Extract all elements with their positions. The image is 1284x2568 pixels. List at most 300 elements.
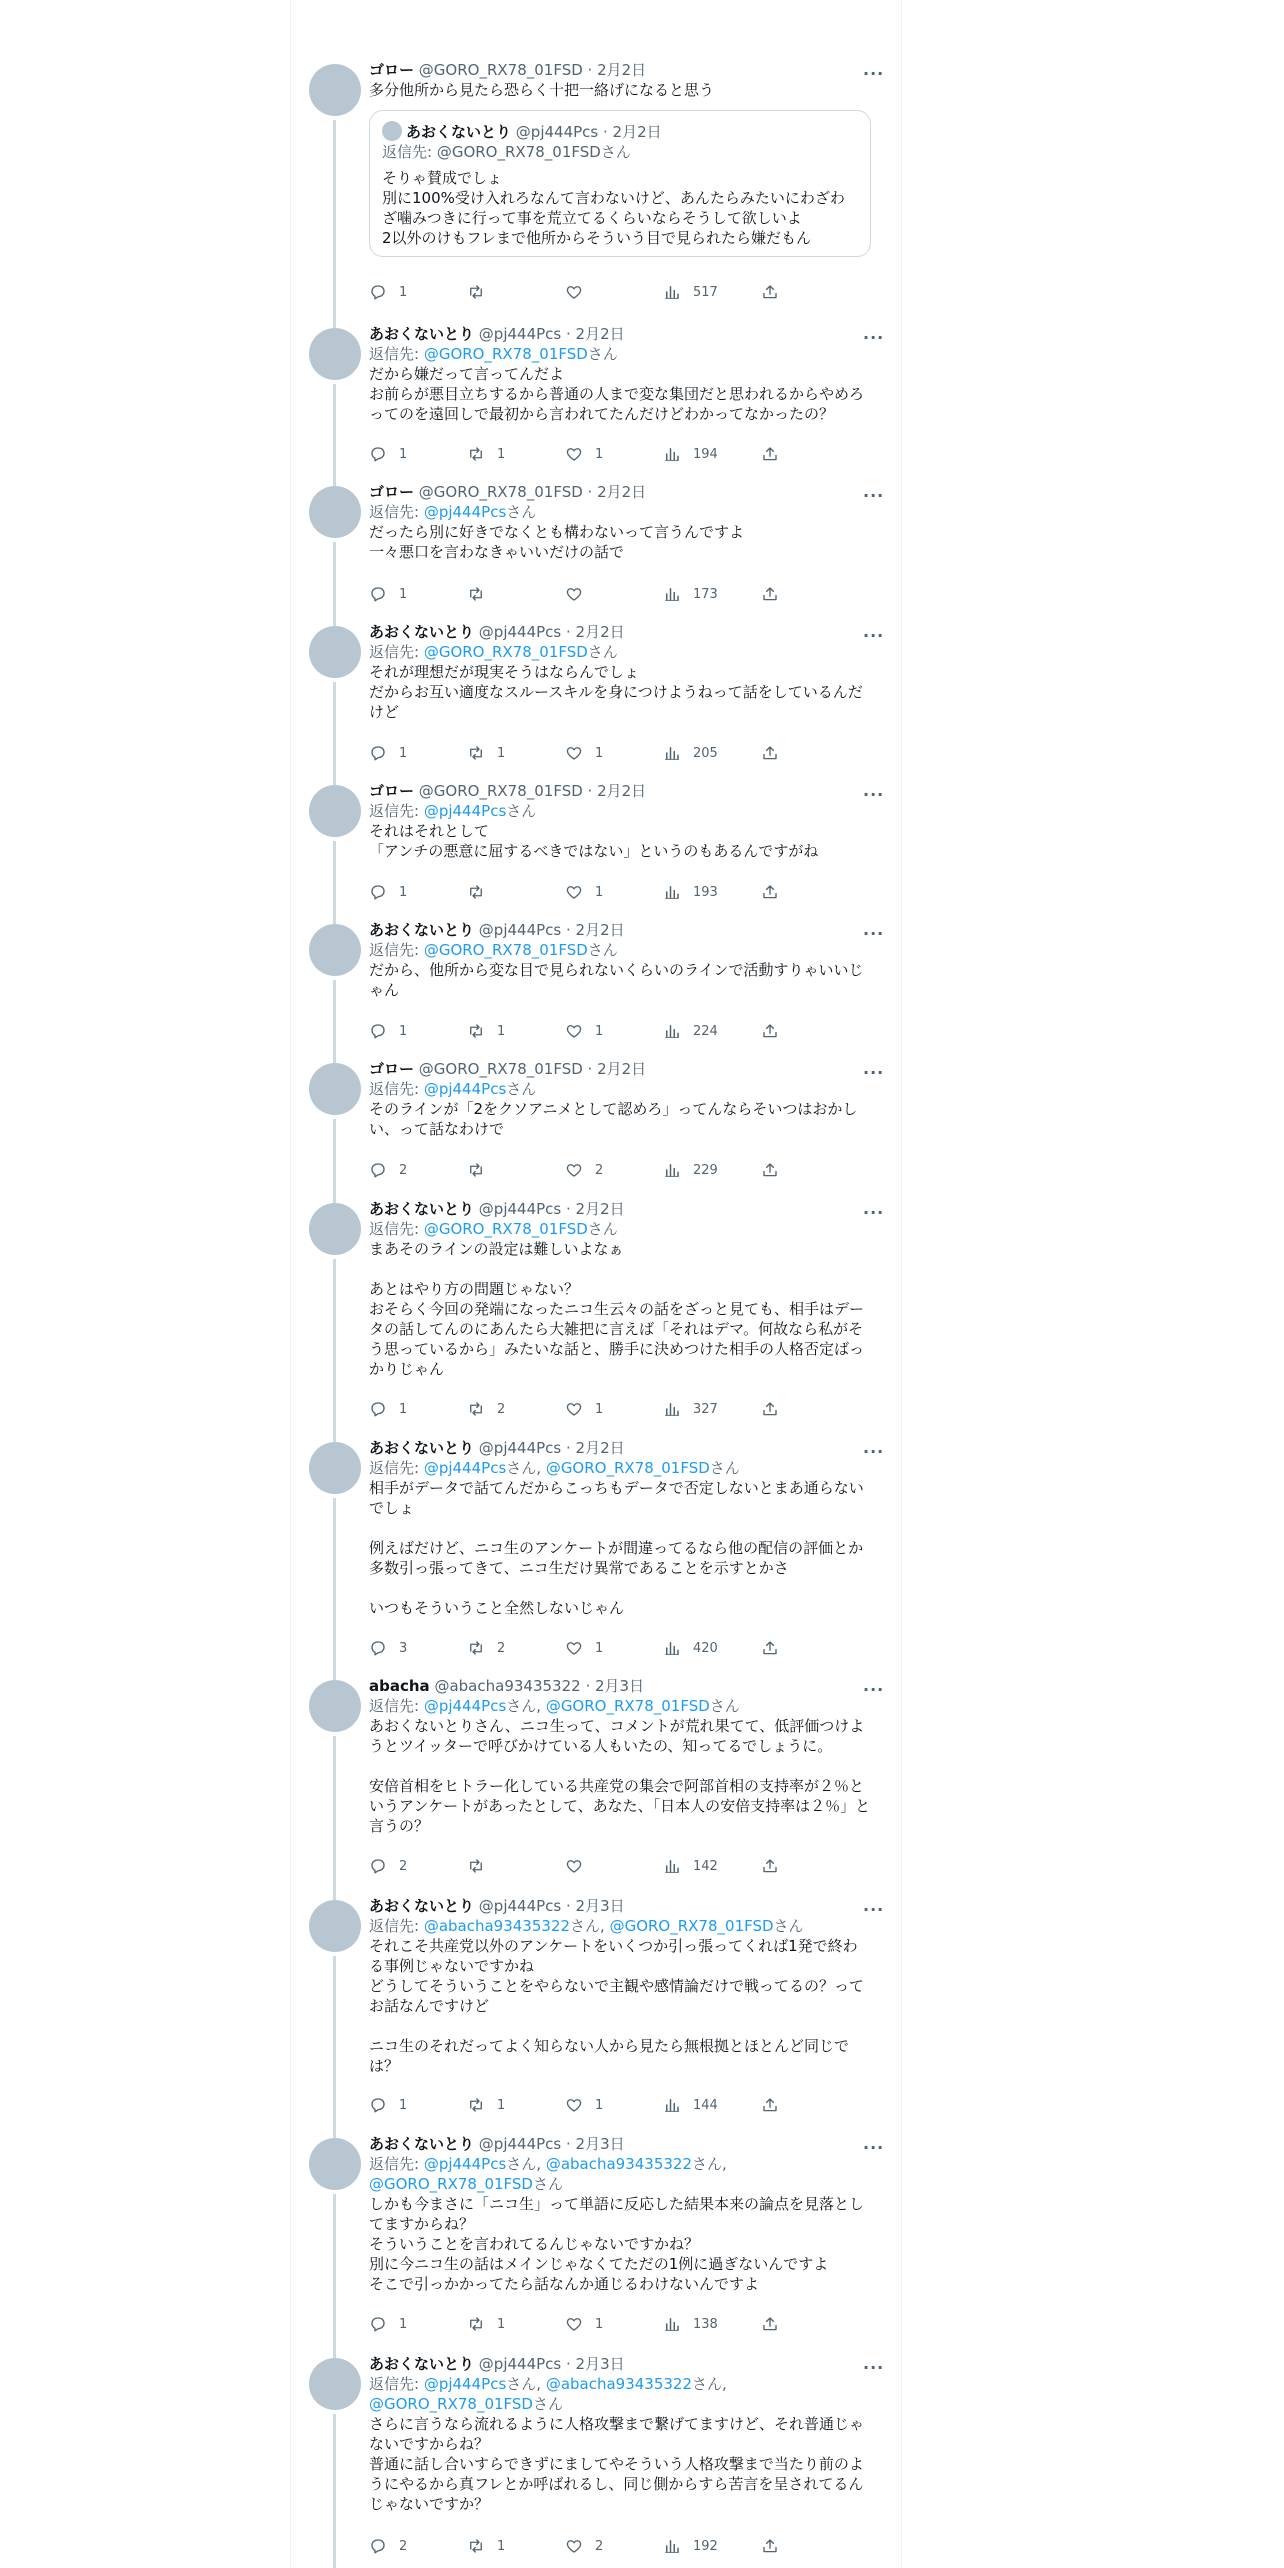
views-chart-icon — [663, 1400, 681, 1418]
views-button[interactable] — [663, 1399, 718, 1419]
thread-connector-line — [333, 980, 336, 1063]
tweet-action-bar — [369, 2314, 809, 2334]
display-name[interactable]: あおくないとり — [369, 1897, 475, 1915]
avatar[interactable] — [309, 785, 361, 837]
tweet-date[interactable]: 2月2日 — [575, 325, 625, 343]
display-name[interactable]: あおくないとり — [369, 921, 475, 939]
replying-to-suffix: さん — [773, 1917, 804, 1935]
replying-to-suffix: さん — [506, 1080, 537, 1098]
tweet-header — [369, 60, 871, 80]
retweet-button[interactable] — [467, 2314, 505, 2334]
replying-to-suffix: さん — [587, 1220, 618, 1238]
mention-text: @GORO_RX78_01FSD — [436, 143, 601, 161]
reply-icon — [369, 883, 387, 901]
tweet-article[interactable] — [291, 325, 901, 486]
separator-dot: · — [582, 61, 598, 79]
share-button[interactable] — [761, 1638, 779, 1658]
tweet-date[interactable]: 2月2日 — [575, 623, 625, 641]
tweet-article[interactable] — [291, 623, 901, 785]
mention-separator: さん, — [570, 1917, 610, 1935]
views-count: 517 — [693, 284, 718, 300]
mention-link[interactable]: @GORO_RX78_01FSD — [423, 941, 588, 959]
replying-to-label: 返信先: — [369, 2375, 424, 2393]
more-options-icon[interactable]: ··· — [863, 328, 885, 347]
tweet-action-bar — [369, 1856, 809, 1876]
tweet-header — [369, 622, 871, 642]
user-handle[interactable]: @GORO_RX78_01FSD — [418, 782, 583, 800]
mention-link[interactable]: @abacha93435322 — [545, 2375, 693, 2393]
thread-connector-line — [333, 2194, 336, 2358]
heart-icon — [565, 585, 583, 603]
likes-count: 1 — [595, 1640, 604, 1656]
retweets-count: 1 — [497, 446, 506, 462]
replies-count: 1 — [399, 284, 408, 300]
reply-button[interactable] — [369, 1399, 407, 1419]
views-button[interactable] — [663, 882, 718, 902]
reply-button[interactable] — [369, 1638, 407, 1658]
more-options-icon[interactable]: ··· — [863, 2138, 885, 2157]
share-icon — [761, 2315, 779, 2333]
retweet-button[interactable] — [467, 743, 505, 763]
reply-icon — [369, 1161, 387, 1179]
retweet-icon — [467, 1857, 485, 1875]
share-button[interactable] — [761, 444, 779, 464]
more-options-icon[interactable]: ··· — [863, 1203, 885, 1222]
tweet-header — [369, 324, 871, 344]
like-button[interactable] — [565, 743, 603, 763]
user-handle[interactable]: @pj444Pcs — [478, 2355, 562, 2373]
tweet-action-bar — [369, 2095, 809, 2115]
replies-count: 2 — [399, 2538, 408, 2554]
views-button[interactable] — [663, 2536, 718, 2556]
separator-dot: · — [598, 123, 613, 141]
tweet-action-bar — [369, 584, 809, 604]
like-button[interactable] — [565, 882, 603, 902]
more-options-icon[interactable]: ··· — [863, 924, 885, 943]
more-options-icon[interactable]: ··· — [863, 1063, 885, 1082]
quoted-replying-to-line — [382, 142, 858, 162]
tweet-date[interactable]: 2月2日 — [575, 1200, 625, 1218]
retweet-button[interactable] — [467, 282, 497, 302]
mention-link[interactable]: @GORO_RX78_01FSD — [369, 2395, 533, 2413]
views-count: 192 — [693, 2538, 718, 2554]
user-handle[interactable]: @pj444Pcs — [478, 921, 562, 939]
avatar[interactable] — [309, 1063, 361, 1115]
separator-dot: · — [582, 1060, 598, 1078]
share-button[interactable] — [761, 1160, 779, 1180]
mention-link[interactable]: @pj444Pcs — [423, 1697, 507, 1715]
replies-count: 1 — [399, 446, 408, 462]
replies-count: 1 — [399, 1023, 408, 1039]
tweet-action-bar — [369, 282, 809, 302]
display-name[interactable]: ゴロー — [369, 61, 415, 79]
reply-icon — [369, 585, 387, 603]
reply-icon — [369, 1639, 387, 1657]
avatar[interactable] — [309, 1900, 361, 1952]
share-button[interactable] — [761, 1856, 779, 1876]
retweet-button[interactable] — [467, 1021, 505, 1041]
more-options-icon[interactable]: ··· — [863, 486, 885, 505]
user-handle[interactable]: @GORO_RX78_01FSD — [418, 61, 583, 79]
timeline-column — [290, 0, 902, 2568]
share-icon — [761, 1857, 779, 1875]
separator-dot: · — [561, 623, 576, 641]
display-name[interactable]: ゴロー — [369, 1060, 415, 1078]
tweet-content — [369, 324, 871, 424]
tweet-text: しかも今まさに「ニコ生」って単語に反応した結果本来の論点を見落としてますからね？ そういうことを言われてるんじゃないですかね？ 別に今ニコ生の話はメインじゃなくてただの1例に過ぎないんですよ そこで引っかかってたら話なんか通じるわけないんですよ — [369, 2195, 865, 2293]
mention-link[interactable]: @GORO_RX78_01FSD — [369, 2175, 533, 2193]
tweet-content — [369, 2354, 871, 2514]
user-handle[interactable]: @pj444Pcs — [478, 2135, 562, 2153]
retweets-count: 1 — [497, 2097, 506, 2113]
replies-count: 1 — [399, 2316, 408, 2332]
mention-link[interactable]: @GORO_RX78_01FSD — [423, 643, 588, 661]
views-button[interactable] — [663, 743, 718, 763]
mention-separator: さん, — [692, 2375, 727, 2393]
replying-to-suffix: さん — [709, 1697, 740, 1715]
retweets-count: 1 — [497, 1023, 506, 1039]
like-button[interactable] — [565, 444, 603, 464]
retweet-icon — [467, 2537, 485, 2555]
like-button[interactable] — [565, 1160, 603, 1180]
tweet-article[interactable] — [291, 782, 901, 924]
mention-link[interactable]: @pj444Pcs — [423, 1080, 507, 1098]
replying-to-label: 返信先: — [369, 802, 424, 820]
share-icon — [761, 883, 779, 901]
like-button[interactable] — [565, 1021, 603, 1041]
avatar[interactable] — [309, 328, 361, 380]
tweet-article[interactable] — [291, 1897, 901, 2138]
avatar[interactable] — [309, 2138, 361, 2190]
heart-icon — [565, 283, 583, 301]
views-button[interactable] — [663, 1638, 718, 1658]
views-button[interactable] — [663, 1856, 718, 1876]
like-button[interactable] — [565, 2536, 603, 2556]
thread-connector-line — [333, 841, 336, 924]
heart-icon — [565, 2537, 583, 2555]
display-name[interactable]: あおくないとり — [369, 1200, 475, 1218]
reply-button[interactable] — [369, 2095, 407, 2115]
like-button[interactable] — [565, 1856, 595, 1876]
tweet-article[interactable] — [291, 483, 901, 626]
user-handle[interactable]: @pj444Pcs — [478, 325, 562, 343]
tweet-text: だから嫌だって言ってんだよ お前らが悪目立ちするから普通の人まで変な集団だと思われるからやめろってのを遠回しで最初から言われてたんだけどわかってなかったの？ — [369, 365, 865, 423]
tweet-date[interactable]: 2月2日 — [597, 782, 647, 800]
tweet-content — [369, 622, 871, 722]
mention-link[interactable]: @GORO_RX78_01FSD — [609, 1917, 774, 1935]
tweet-text: それが理想だが現実そうはならんでしょ だからお互い適度なスルースキルを身につけようねって話をしているんだけど — [369, 663, 863, 721]
user-handle[interactable]: @abacha93435322 — [434, 1677, 581, 1695]
share-icon — [761, 744, 779, 762]
like-button[interactable] — [565, 2314, 603, 2334]
tweet-date[interactable]: 2月2日 — [575, 1439, 625, 1457]
tweet-date[interactable]: 2月3日 — [575, 2355, 625, 2373]
likes-count: 1 — [595, 1023, 604, 1039]
user-handle[interactable]: @pj444Pcs — [478, 1897, 562, 1915]
mention-link[interactable]: @pj444Pcs — [423, 503, 507, 521]
mention-link[interactable]: @GORO_RX78_01FSD — [545, 1459, 710, 1477]
replying-to-line — [369, 344, 871, 364]
tweet-date[interactable]: 2月3日 — [575, 1897, 625, 1915]
replying-to-label: 返信先: — [369, 1080, 424, 1098]
tweet-header — [369, 920, 871, 940]
thread-connector-line — [333, 1956, 336, 2138]
reply-button[interactable] — [369, 743, 407, 763]
share-button[interactable] — [761, 2314, 779, 2334]
display-name[interactable]: あおくないとり — [369, 325, 475, 343]
retweet-button[interactable] — [467, 1638, 505, 1658]
retweet-button[interactable] — [467, 2536, 505, 2556]
retweet-icon — [467, 445, 485, 463]
more-options-icon[interactable]: ··· — [863, 785, 885, 804]
replying-to-label: 返信先: — [369, 2155, 424, 2173]
avatar[interactable] — [309, 64, 361, 116]
views-chart-icon — [663, 2537, 681, 2555]
views-chart-icon — [663, 585, 681, 603]
replying-to-suffix: さん — [709, 1459, 740, 1477]
more-options-icon[interactable]: ··· — [863, 1680, 885, 1699]
share-icon — [761, 1022, 779, 1040]
reply-button[interactable] — [369, 882, 407, 902]
views-count: 138 — [693, 2316, 718, 2332]
tweet-article[interactable] — [291, 921, 901, 1063]
reply-button[interactable] — [369, 1856, 407, 1876]
views-chart-icon — [663, 283, 681, 301]
tweet-text: それはそれとして 「アンチの悪意に屈するべきではない」というのもあるんですがね — [369, 822, 819, 860]
tweet-date[interactable]: 2月2日 — [597, 1060, 647, 1078]
tweet-action-bar — [369, 1638, 809, 1658]
tweet-date[interactable]: 2月3日 — [575, 2135, 625, 2153]
tweet-article[interactable] — [291, 1439, 901, 1680]
thread-connector-line — [333, 2414, 336, 2568]
share-button[interactable] — [761, 1021, 779, 1041]
tweet-content — [369, 1059, 871, 1139]
replying-to-line — [369, 1079, 871, 1099]
more-options-icon[interactable]: ··· — [863, 2358, 885, 2377]
share-button[interactable] — [761, 584, 779, 604]
tweet-article[interactable] — [291, 1060, 901, 1203]
display-name[interactable]: ゴロー — [369, 782, 415, 800]
separator-dot: · — [561, 921, 576, 939]
mention-separator: さん, — [506, 1697, 546, 1715]
avatar[interactable] — [309, 924, 361, 976]
reply-icon — [369, 1400, 387, 1418]
tweet-article[interactable] — [291, 61, 901, 328]
quoted-avatar — [382, 121, 402, 141]
views-button[interactable] — [663, 2095, 718, 2115]
views-count: 142 — [693, 1858, 718, 1874]
reply-button[interactable] — [369, 2536, 407, 2556]
share-button[interactable] — [761, 282, 779, 302]
replies-count: 3 — [399, 1640, 408, 1656]
tweet-date[interactable]: 2月2日 — [575, 921, 625, 939]
avatar[interactable] — [309, 1203, 361, 1255]
retweet-icon — [467, 744, 485, 762]
views-count: 205 — [693, 745, 718, 761]
retweet-button[interactable] — [467, 882, 497, 902]
share-button[interactable] — [761, 1399, 779, 1419]
display-name[interactable]: ゴロー — [369, 483, 415, 501]
views-button[interactable] — [663, 1160, 718, 1180]
mention-link[interactable]: @abacha93435322 — [545, 2155, 693, 2173]
reply-button[interactable] — [369, 282, 407, 302]
display-name[interactable]: あおくないとり — [369, 2135, 475, 2153]
thread-connector-line — [333, 542, 336, 626]
reply-button[interactable] — [369, 1160, 407, 1180]
like-button[interactable] — [565, 584, 595, 604]
retweet-button[interactable] — [467, 1856, 497, 1876]
views-count: 420 — [693, 1640, 718, 1656]
reply-icon — [369, 2096, 387, 2114]
mention-separator: さん, — [506, 2375, 546, 2393]
replies-count: 1 — [399, 884, 408, 900]
reply-button[interactable] — [369, 1021, 407, 1041]
views-button[interactable] — [663, 1021, 718, 1041]
retweet-button[interactable] — [467, 1160, 497, 1180]
like-button[interactable] — [565, 1638, 603, 1658]
more-options-icon[interactable]: ··· — [863, 1900, 885, 1919]
share-button[interactable] — [761, 743, 779, 763]
reply-button[interactable] — [369, 444, 407, 464]
quoted-tweet-date: 2月2日 — [612, 123, 662, 141]
tweet-article[interactable] — [291, 1677, 901, 1900]
replies-count: 1 — [399, 1401, 408, 1417]
replying-to-line — [369, 642, 871, 662]
tweet-date[interactable]: 2月3日 — [594, 1677, 645, 1695]
tweet-article[interactable] — [291, 2135, 901, 2358]
tweet-action-bar — [369, 2536, 809, 2556]
views-chart-icon — [663, 1022, 681, 1040]
share-button[interactable] — [761, 2536, 779, 2556]
tweet-date[interactable]: 2月2日 — [597, 61, 647, 79]
retweet-button[interactable] — [467, 584, 497, 604]
reply-icon — [369, 2537, 387, 2555]
like-button[interactable] — [565, 1399, 603, 1419]
replying-to-label: 返信先: — [369, 1917, 424, 1935]
quoted-tweet[interactable] — [369, 110, 871, 257]
replying-to-label: 返信先: — [369, 1697, 424, 1715]
tweet-article[interactable] — [291, 1200, 901, 1442]
mention-link[interactable]: @GORO_RX78_01FSD — [423, 345, 588, 363]
retweet-button[interactable] — [467, 1399, 505, 1419]
replying-to-label: 返信先: — [369, 941, 424, 959]
user-handle[interactable]: @GORO_RX78_01FSD — [418, 483, 583, 501]
display-name[interactable]: abacha — [369, 1677, 430, 1695]
tweet-header — [369, 1199, 871, 1219]
display-name[interactable]: あおくないとり — [369, 1439, 475, 1457]
mention-link[interactable]: @pj444Pcs — [423, 2375, 507, 2393]
avatar[interactable] — [309, 486, 361, 538]
tweet-text: 多分他所から見たら恐らく十把一絡げになると思う — [369, 81, 715, 99]
views-chart-icon — [663, 883, 681, 901]
reply-button[interactable] — [369, 584, 407, 604]
views-chart-icon — [663, 744, 681, 762]
tweet-article[interactable] — [291, 2355, 901, 2568]
separator-dot: · — [561, 2355, 576, 2373]
avatar[interactable] — [309, 2358, 361, 2410]
tweet-content — [369, 920, 871, 1000]
tweet-content — [369, 60, 871, 257]
mention-link[interactable]: @abacha93435322 — [423, 1917, 571, 1935]
share-icon — [761, 1400, 779, 1418]
mention-link[interactable]: @GORO_RX78_01FSD — [423, 1220, 588, 1238]
tweet-date[interactable]: 2月2日 — [597, 483, 647, 501]
tweet-text: そのラインが「2をクソアニメとして認めろ」ってんならそいつはおかしい、って話なわけで — [369, 1100, 858, 1138]
tweet-text: さらに言うなら流れるように人格攻撃まで繋げてますけど、それ普通じゃないですからね？ 普通に話し合いすらできずにましてやそういう人格攻撃まで当たり前のようにやるから真フレとか呼ばれるし、同じ側からすら苦言を呈されてるんじゃないですか？ — [369, 2415, 865, 2513]
replies-count: 1 — [399, 2097, 408, 2113]
replying-to-line — [369, 1696, 871, 1716]
views-count: 194 — [693, 446, 718, 462]
mention-link[interactable]: @pj444Pcs — [423, 2155, 507, 2173]
like-button[interactable] — [565, 282, 595, 302]
display-name[interactable]: あおくないとり — [369, 623, 475, 641]
mention-link[interactable]: @pj444Pcs — [423, 1459, 507, 1477]
heart-icon — [565, 1857, 583, 1875]
tweet-content — [369, 1438, 871, 1618]
separator-dot: · — [561, 2135, 576, 2153]
mention-link[interactable]: @GORO_RX78_01FSD — [545, 1697, 710, 1715]
share-button[interactable] — [761, 882, 779, 902]
replying-to-suffix: さん — [587, 643, 618, 661]
tweet-header — [369, 1896, 871, 1916]
quoted-display-name: あおくないとり — [406, 123, 512, 141]
mention-link[interactable]: @pj444Pcs — [423, 802, 507, 820]
views-count: 144 — [693, 2097, 718, 2113]
user-handle[interactable]: @pj444Pcs — [478, 1439, 562, 1457]
thread-connector-line — [333, 1498, 336, 1680]
user-handle[interactable]: @pj444Pcs — [478, 623, 562, 641]
avatar[interactable] — [309, 1442, 361, 1494]
views-chart-icon — [663, 1857, 681, 1875]
more-options-icon[interactable]: ··· — [863, 1442, 885, 1461]
replying-to-suffix: さん — [587, 941, 618, 959]
replying-to-line — [369, 2154, 871, 2194]
heart-icon — [565, 883, 583, 901]
views-button[interactable] — [663, 282, 718, 302]
tweet-text: まあそのラインの設定は難しいよなぁ あとはやり方の問題じゃない？ おそらく今回の発端になったニコ生云々の話をざっと見ても、相手はデータの話してんのにあんたら大雑把に言えば「それはデマ。何故なら私がそう思っているから」みたいな話と、勝手に決めつけた相手の人格否定ばっかりじゃん — [369, 1240, 865, 1378]
reply-button[interactable] — [369, 2314, 407, 2334]
heart-icon — [565, 2315, 583, 2333]
share-button[interactable] — [761, 2095, 779, 2115]
reply-icon — [369, 445, 387, 463]
like-button[interactable] — [565, 2095, 603, 2115]
tweet-text: あおくないとりさん、ニコ生って、コメントが荒れ果てて、低評価つけようとツイッターで呼びかけている人もいたの、知ってるでしょうに。 安倍首相をヒトラー化している共産党の集会で阿部首相の支持率が２％というアンケートがあったとして、あなた、「日本人の安倍支持率は２％」と言うの？ — [369, 1717, 871, 1835]
tweet-header — [369, 482, 871, 502]
retweet-icon — [467, 2315, 485, 2333]
likes-count: 1 — [595, 446, 604, 462]
replying-to-suffix: さん — [532, 2175, 563, 2193]
views-count: 229 — [693, 1162, 718, 1178]
display-name[interactable]: あおくないとり — [369, 2355, 475, 2373]
views-button[interactable] — [663, 584, 718, 604]
retweet-button[interactable] — [467, 444, 505, 464]
retweet-icon — [467, 883, 485, 901]
mention-separator: さん, — [692, 2155, 727, 2173]
likes-count: 1 — [595, 884, 604, 900]
more-options-icon[interactable]: ··· — [863, 64, 885, 83]
tweet-header — [369, 1676, 871, 1696]
more-options-icon[interactable]: ··· — [863, 626, 885, 645]
user-handle[interactable]: @GORO_RX78_01FSD — [418, 1060, 583, 1078]
avatar[interactable] — [309, 1680, 361, 1732]
retweet-button[interactable] — [467, 2095, 505, 2115]
views-button[interactable] — [663, 2314, 718, 2334]
views-button[interactable] — [663, 444, 718, 464]
user-handle[interactable]: @pj444Pcs — [478, 1200, 562, 1218]
avatar[interactable] — [309, 626, 361, 678]
views-chart-icon — [663, 2315, 681, 2333]
likes-count: 1 — [595, 2097, 604, 2113]
